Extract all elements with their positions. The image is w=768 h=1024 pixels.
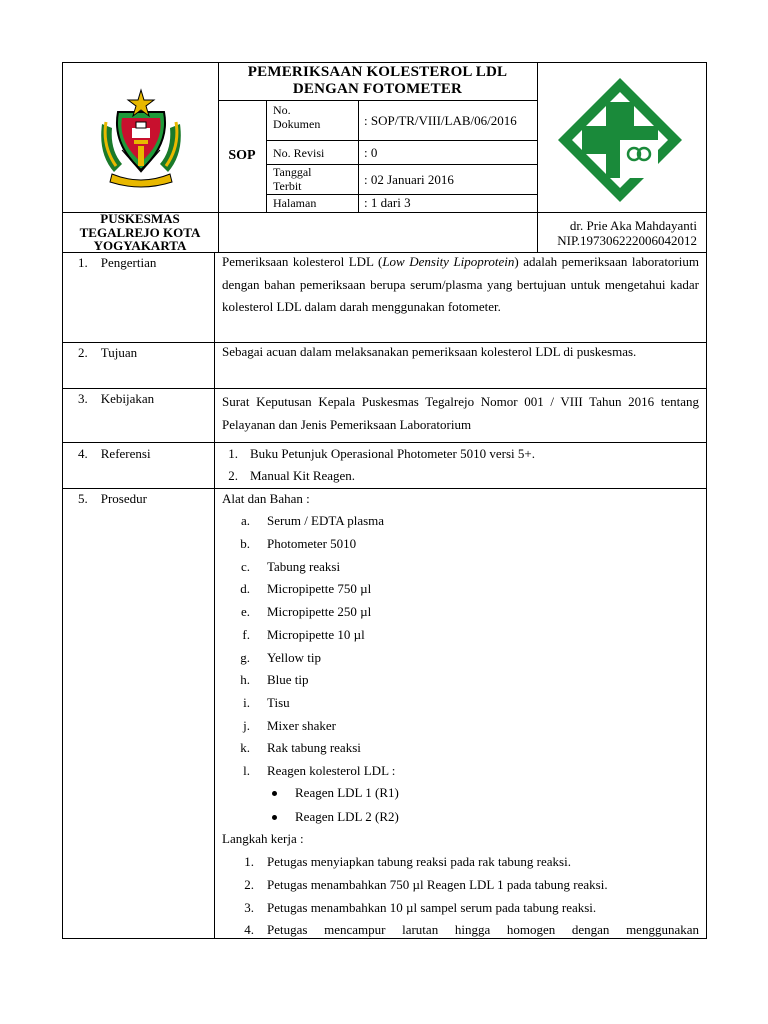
list-marker: 2.	[228, 468, 238, 483]
section-label-pengertian: 1. Pengertian	[78, 255, 157, 270]
langkah-heading: Langkah kerja :	[222, 831, 304, 846]
list-marker: d.	[240, 581, 250, 596]
section-label-prosedur: 5. Prosedur	[78, 491, 147, 506]
list-marker: j.	[243, 718, 250, 733]
pengertian-text: Pemeriksaan kolesterol LDL (Low Density Lipoprotein) adalah pemeriksaan laboratorium dengan bahan pemeriksaan berupa serum/plasma yang bertujuan untuk mengetahui kadar kolesterol LDL dalam darah menggunakan fotometer.	[222, 254, 699, 314]
list-item: Blue tip	[267, 672, 309, 687]
puskesmas-cross-icon	[556, 76, 684, 204]
list-marker: b.	[240, 536, 250, 551]
list-item: Petugas menambahkan 10 µl sampel serum pada tabung reaksi.	[267, 900, 597, 915]
list-item: Micropipette 10 µl	[267, 627, 365, 642]
list-item: Reagen LDL 2 (R2)	[295, 809, 399, 824]
bullet-icon	[272, 791, 277, 796]
list-marker: f.	[242, 627, 250, 642]
list-marker: a.	[240, 513, 250, 528]
list-marker: i.	[243, 695, 250, 710]
list-marker: l.	[243, 763, 250, 778]
list-marker: k.	[240, 740, 250, 755]
sop-label: SOP	[228, 148, 256, 163]
meta-label-halaman: Halaman	[273, 196, 317, 210]
list-item: Tisu	[267, 695, 290, 710]
meta-label-terbit: Tanggal Terbit	[273, 165, 312, 193]
list-item: Serum / EDTA plasma	[267, 513, 385, 528]
tujuan-text: Sebagai acuan dalam melaksanakan pemeriksaan kolesterol LDL di puskesmas.	[222, 344, 637, 359]
list-marker: 4.	[244, 922, 254, 937]
bullet-icon	[272, 815, 277, 820]
document-title	[218, 64, 537, 98]
list-item: Petugas mencampur larutan hingga homogen dengan menggunakan	[267, 922, 699, 937]
list-marker: g.	[240, 650, 250, 665]
list-marker: c.	[240, 559, 250, 574]
list-marker: 1.	[244, 854, 254, 869]
list-marker: e.	[240, 604, 250, 619]
meta-value-halaman: : 1 dari 3	[364, 195, 411, 210]
list-item: Petugas menyiapkan tabung reaksi pada rak tabung reaksi.	[267, 854, 571, 869]
list-marker: h.	[240, 672, 250, 687]
list-marker: 2.	[244, 877, 254, 892]
list-item: Tabung reaksi	[267, 559, 341, 574]
signer-name: dr. Prie Aka Mahdayanti	[569, 218, 697, 233]
list-marker: 1.	[228, 446, 238, 461]
meta-value-terbit: : 02 Januari 2016	[364, 172, 454, 187]
city-emblem-icon	[92, 84, 190, 192]
meta-label-revisi: No. Revisi	[273, 146, 325, 160]
section-label-referensi: 4. Referensi	[78, 446, 151, 461]
title-line-2: DENGAN FOTOMETER	[292, 81, 463, 97]
list-item: Reagen kolesterol LDL :	[267, 763, 396, 778]
list-item: Yellow tip	[267, 650, 321, 665]
title-line-1: PEMERIKSAAN KOLESTEROL LDL	[247, 64, 508, 80]
meta-value-dokumen: : SOP/TR/VIII/LAB/06/2016	[364, 113, 517, 128]
meta-value-revisi: : 0	[364, 145, 378, 160]
list-item: Manual Kit Reagen.	[250, 468, 356, 483]
list-item: Micropipette 250 µl	[267, 604, 372, 619]
meta-label-dokumen: No. Dokumen	[273, 103, 321, 131]
list-item: Buku Petunjuk Operasional Photometer 5010 versi 5+.	[250, 446, 535, 461]
list-item: Photometer 5010	[267, 536, 357, 551]
list-marker: 3.	[244, 900, 254, 915]
signer-block	[537, 218, 697, 248]
kebijakan-text: Surat Keputusan Kepala Puskesmas Tegalrejo Nomor 001 / VIII Tahun 2016 tentang Pelayanan dan Jenis Pemeriksaan Laboratorium	[222, 394, 699, 432]
organization-name: PUSKESMAS TEGALREJO KOTA YOGYAKARTA	[79, 211, 201, 253]
list-item: Petugas menambahkan 750 µl Reagen LDL 1 pada tabung reaksi.	[267, 877, 608, 892]
list-item: Rak tabung reaksi	[267, 740, 361, 755]
list-item: Mixer shaker	[267, 718, 336, 733]
section-label-kebijakan: 3. Kebijakan	[78, 391, 155, 406]
list-item: Micropipette 750 µl	[267, 581, 372, 596]
section-label-tujuan: 2. Tujuan	[78, 345, 138, 360]
list-item: Reagen LDL 1 (R1)	[295, 785, 399, 800]
signer-nip: NIP.197306222006042012	[557, 233, 697, 248]
alat-heading: Alat dan Bahan :	[222, 491, 310, 506]
